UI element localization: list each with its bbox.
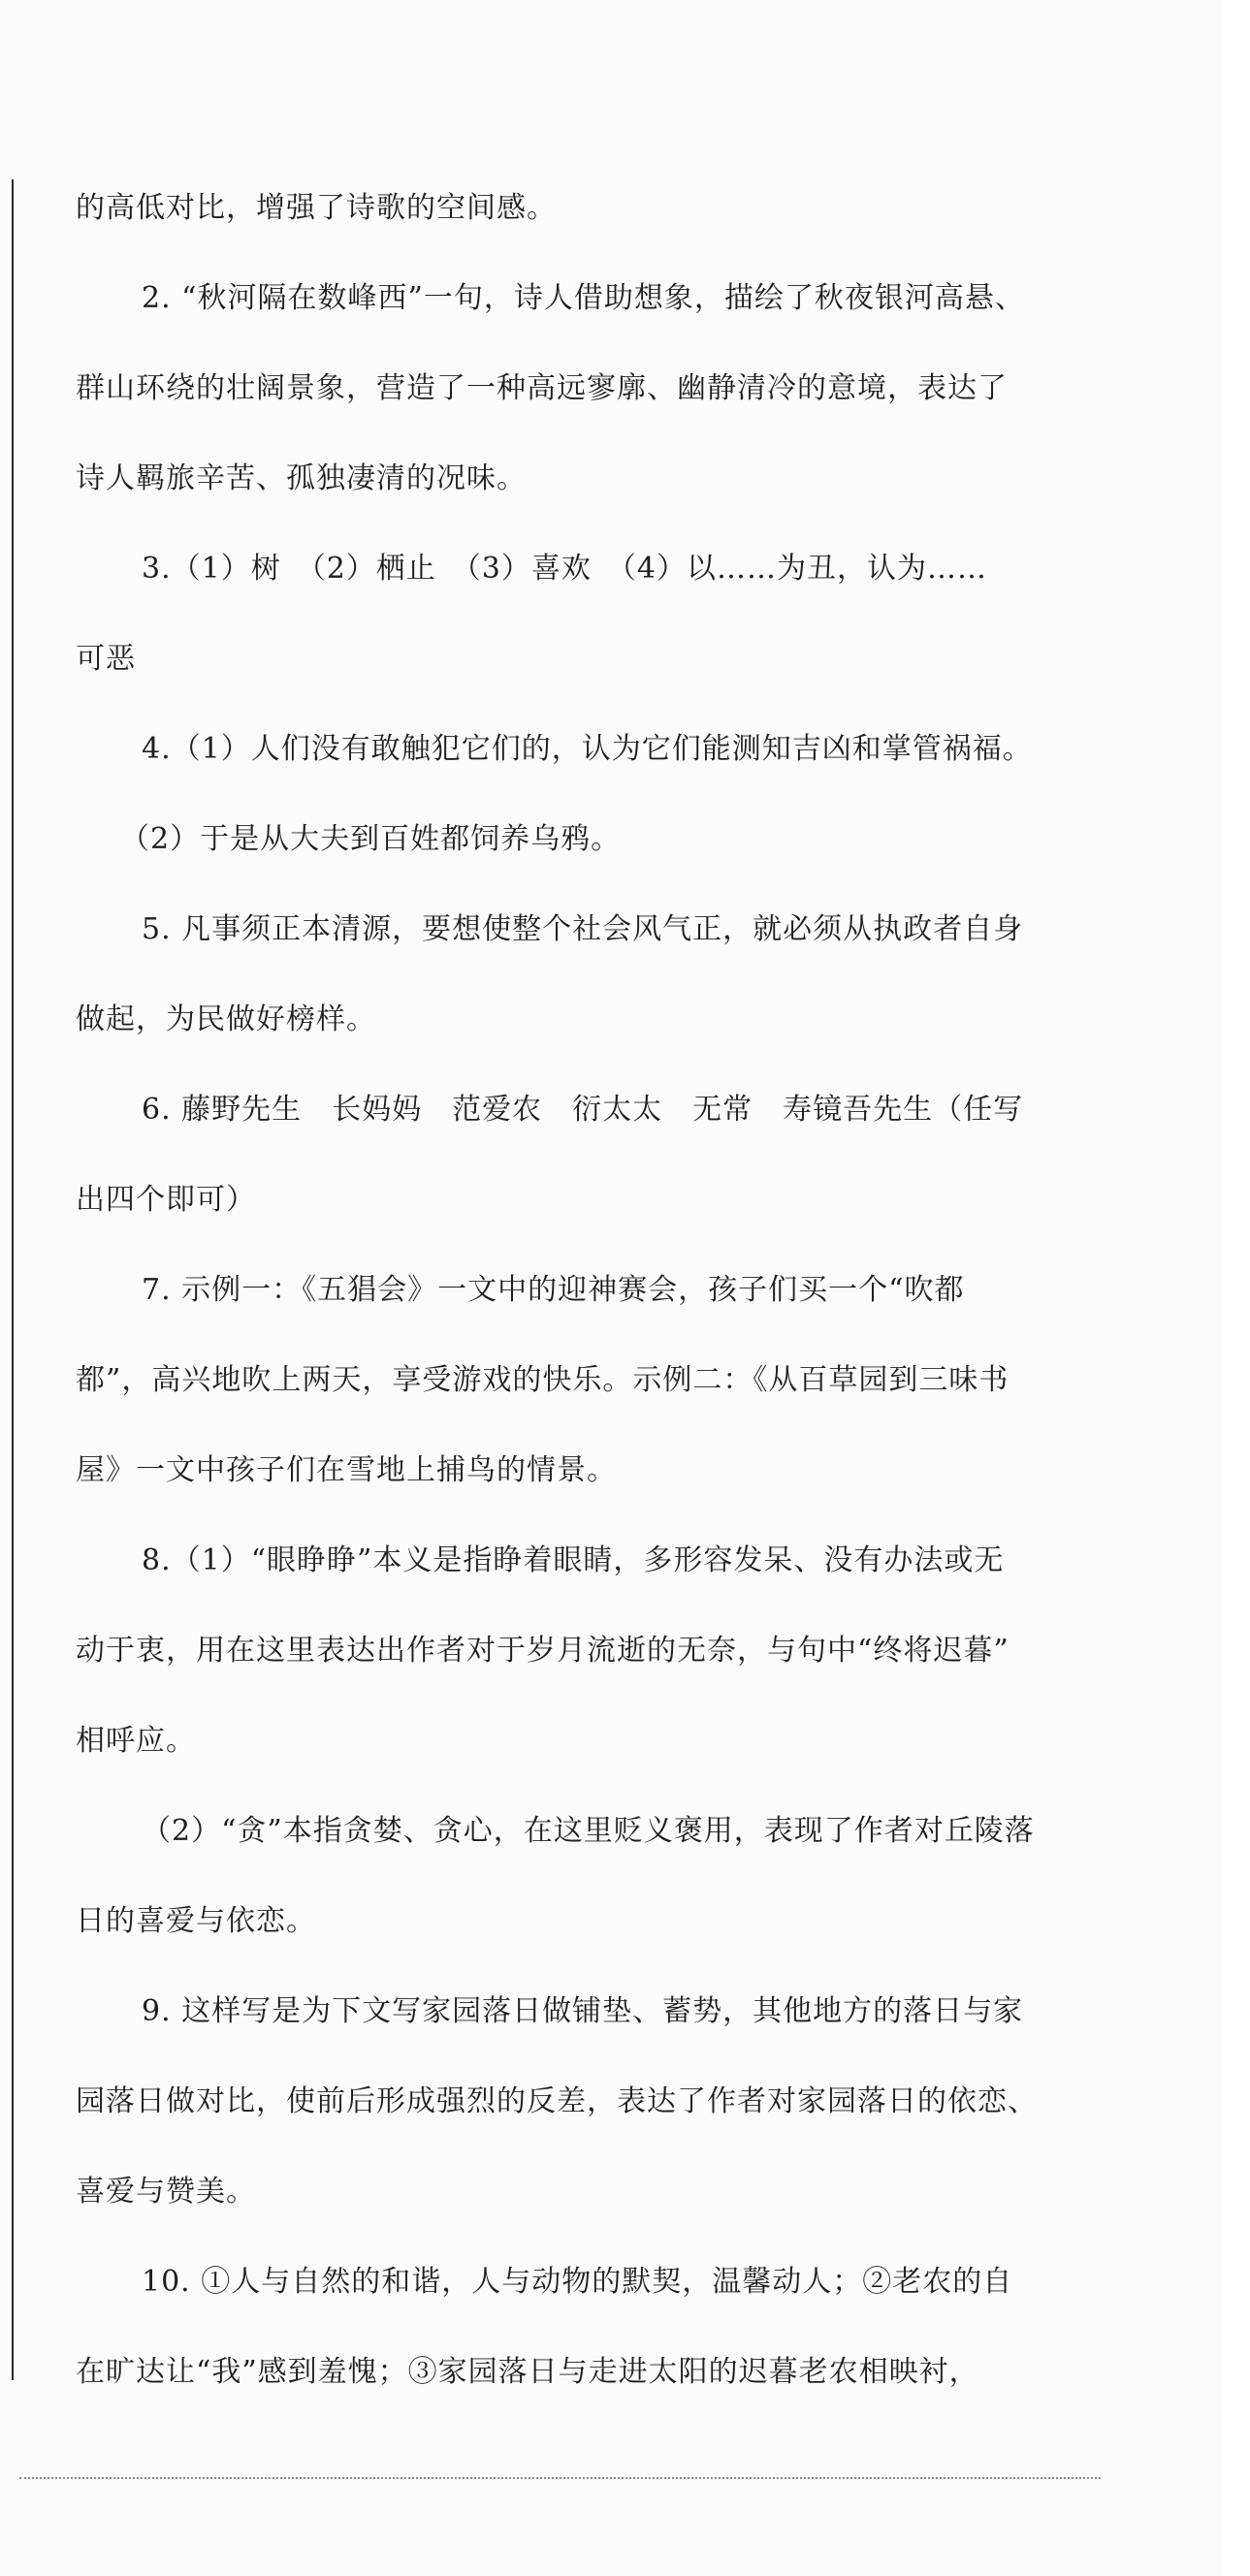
text-line: 可恶 [76,642,136,676]
text-line: 群山环绕的壮阔景象，营造了一种高远寥廓、幽静清冷的意境，表达了 [76,371,1008,405]
text-line: 做起，为民做好榜样。 [76,1002,376,1036]
text-line: 屋》一文中孩子们在雪地上捕鸟的情景。 [76,1453,617,1487]
answer-text-block [76,163,1104,2417]
text-line: 3.（1）树 （2）栖止 （3）喜欢 （4）以……为丑，认为…… [142,552,987,586]
text-line: 9. 这样写是为下文写家园落日做铺垫、蓄势，其他地方的落日与家 [142,1994,1024,2028]
text-line: 5. 凡事须正本清源，要想使整个社会风气正，就必须从执政者自身 [142,912,1024,946]
text-line: 日的喜爱与依恋。 [76,1904,316,1938]
text-line: 相呼应。 [76,1724,196,1758]
text-line: 的高低对比，增强了诗歌的空间感。 [76,191,557,225]
text-line: 诗人羁旅辛苦、孤独凄清的况味。 [76,461,527,495]
text-line: 8.（1）“眼睁睁”本义是指睁着眼睛，多形容发呆、没有办法或无 [142,1543,1005,1577]
text-line: 6. 藤野先生 长妈妈 范爱农 衍太太 无常 寿镜吾先生（任写 [142,1093,1024,1127]
footer-dotted-rule [19,2477,1101,2479]
text-line: （2）“贪”本指贪婪、贪心，在这里贬义褒用，表现了作者对丘陵落 [142,1814,1035,1848]
text-line: 7. 示例一：《五猖会》一文中的迎神赛会，孩子们买一个“吹都 [142,1273,965,1307]
text-line: 在旷达让“我”感到羞愧；③家园落日与走进太阳的迟暮老农相映衬， [76,2355,979,2389]
text-line: 园落日做对比，使前后形成强烈的反差，表达了作者对家园落日的依恋、 [76,2084,1038,2118]
text-line: 2. “秋河隔在数峰西”一句，诗人借助想象，描绘了秋夜银河高悬、 [142,281,1025,315]
text-line: 4.（1）人们没有敢触犯它们的，认为它们能测知吉凶和掌管祸福。 [142,732,1033,766]
text-line: 出四个即可） [76,1183,256,1217]
text-line: 10. ①人与自然的和谐，人与动物的默契，温馨动人；②老农的自 [142,2265,1013,2299]
text-line: 动于衷，用在这里表达出作者对于岁月流逝的无奈，与句中“终将迟暮” [76,1634,1010,1668]
binding-margin-line [12,179,14,2380]
text-line: 喜爱与赞美。 [76,2175,256,2209]
text-line: （2）于是从大夫到百姓都饲养乌鸦。 [120,822,622,856]
text-line: 都”，高兴地吹上两天，享受游戏的快乐。示例二：《从百草园到三味书 [76,1363,1010,1397]
